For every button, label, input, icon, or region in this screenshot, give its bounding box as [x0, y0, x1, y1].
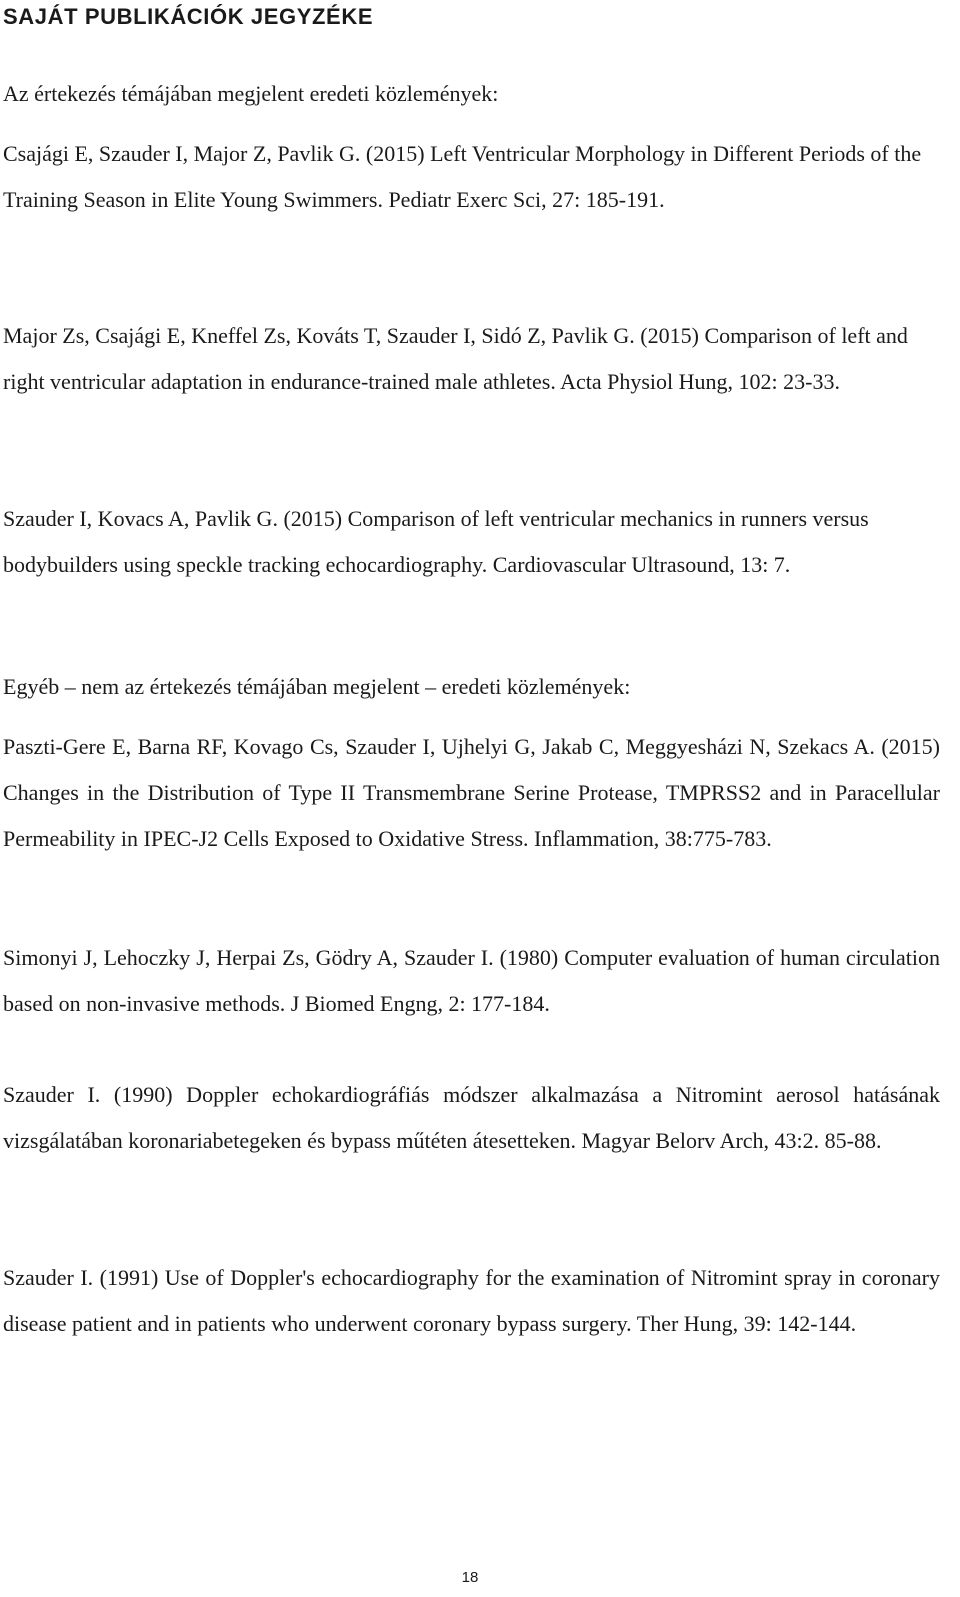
publication-entry-csajagi-2015: Csajági E, Szauder I, Major Z, Pavlik G. (2015) Left Ventricular Morphology in Different Periods of the Training Season in Elite Young Swimmers. Pediatr Exerc Sci, 27: 185-191. — [3, 141, 922, 212]
publication-entry-simonyi-1980: Simonyi J, Lehoczky J, Herpai Zs, Gödry A, Szauder I. (1980) Computer evaluation of human circulation based on non-invasive methods. J Biomed Engng, 2: 177-184. — [3, 945, 940, 1016]
section-heading-other-topics: Egyéb – nem az értekezés témájában megjelent – eredeti közlemények: — [3, 674, 631, 699]
publication-entry-major-2015: Major Zs, Csajági E, Kneffel Zs, Kováts T, Szauder I, Sidó Z, Pavlik G. (2015) Comparison of left and right ventricular adaptation in endurance-trained male athletes. Acta Physiol Hung, 102: 23-33. — [3, 323, 908, 394]
publication-entry-szauder-1991: Szauder I. (1991) Use of Doppler's echocardiography for the examination of Nitromint spray in coronary disease patient and in patients who underwent coronary bypass surgery. Ther Hung, 39: 142-144. — [3, 1265, 940, 1336]
publication-entry-szauder-1990: Szauder I. (1990) Doppler echokardiográfiás módszer alkalmazása a Nitromint aerosol hatásának vizsgálatában koronariabetegeken és bypass műtéten átesetteken. Magyar Belorv Arch, 43:2. 85-88. — [3, 1082, 940, 1153]
page-number: 18 — [461, 1569, 479, 1586]
page-title: SAJÁT PUBLIKÁCIÓK JEGYZÉKE — [3, 4, 374, 29]
publication-entry-szauder-2015: Szauder I, Kovacs A, Pavlik G. (2015) Comparison of left ventricular mechanics in runners versus bodybuilders using speckle tracking echocardiography. Cardiovascular Ultrasound, 13: 7. — [3, 506, 869, 577]
section-heading-dissertation-topic: Az értekezés témájában megjelent eredeti közlemények: — [3, 81, 499, 106]
publication-entry-paszti-gere-2015: Paszti-Gere E, Barna RF, Kovago Cs, Szauder I, Ujhelyi G, Jakab C, Meggyesházi N, Szekacs A. (2015) Changes in the Distribution of Type II Transmembrane Serine Protease, TMPRSS2 and in Paracellular Permeability in IPEC-J2 Cells Exposed to Oxidative Stress. Inflammation, 38:775-783. — [3, 734, 940, 851]
